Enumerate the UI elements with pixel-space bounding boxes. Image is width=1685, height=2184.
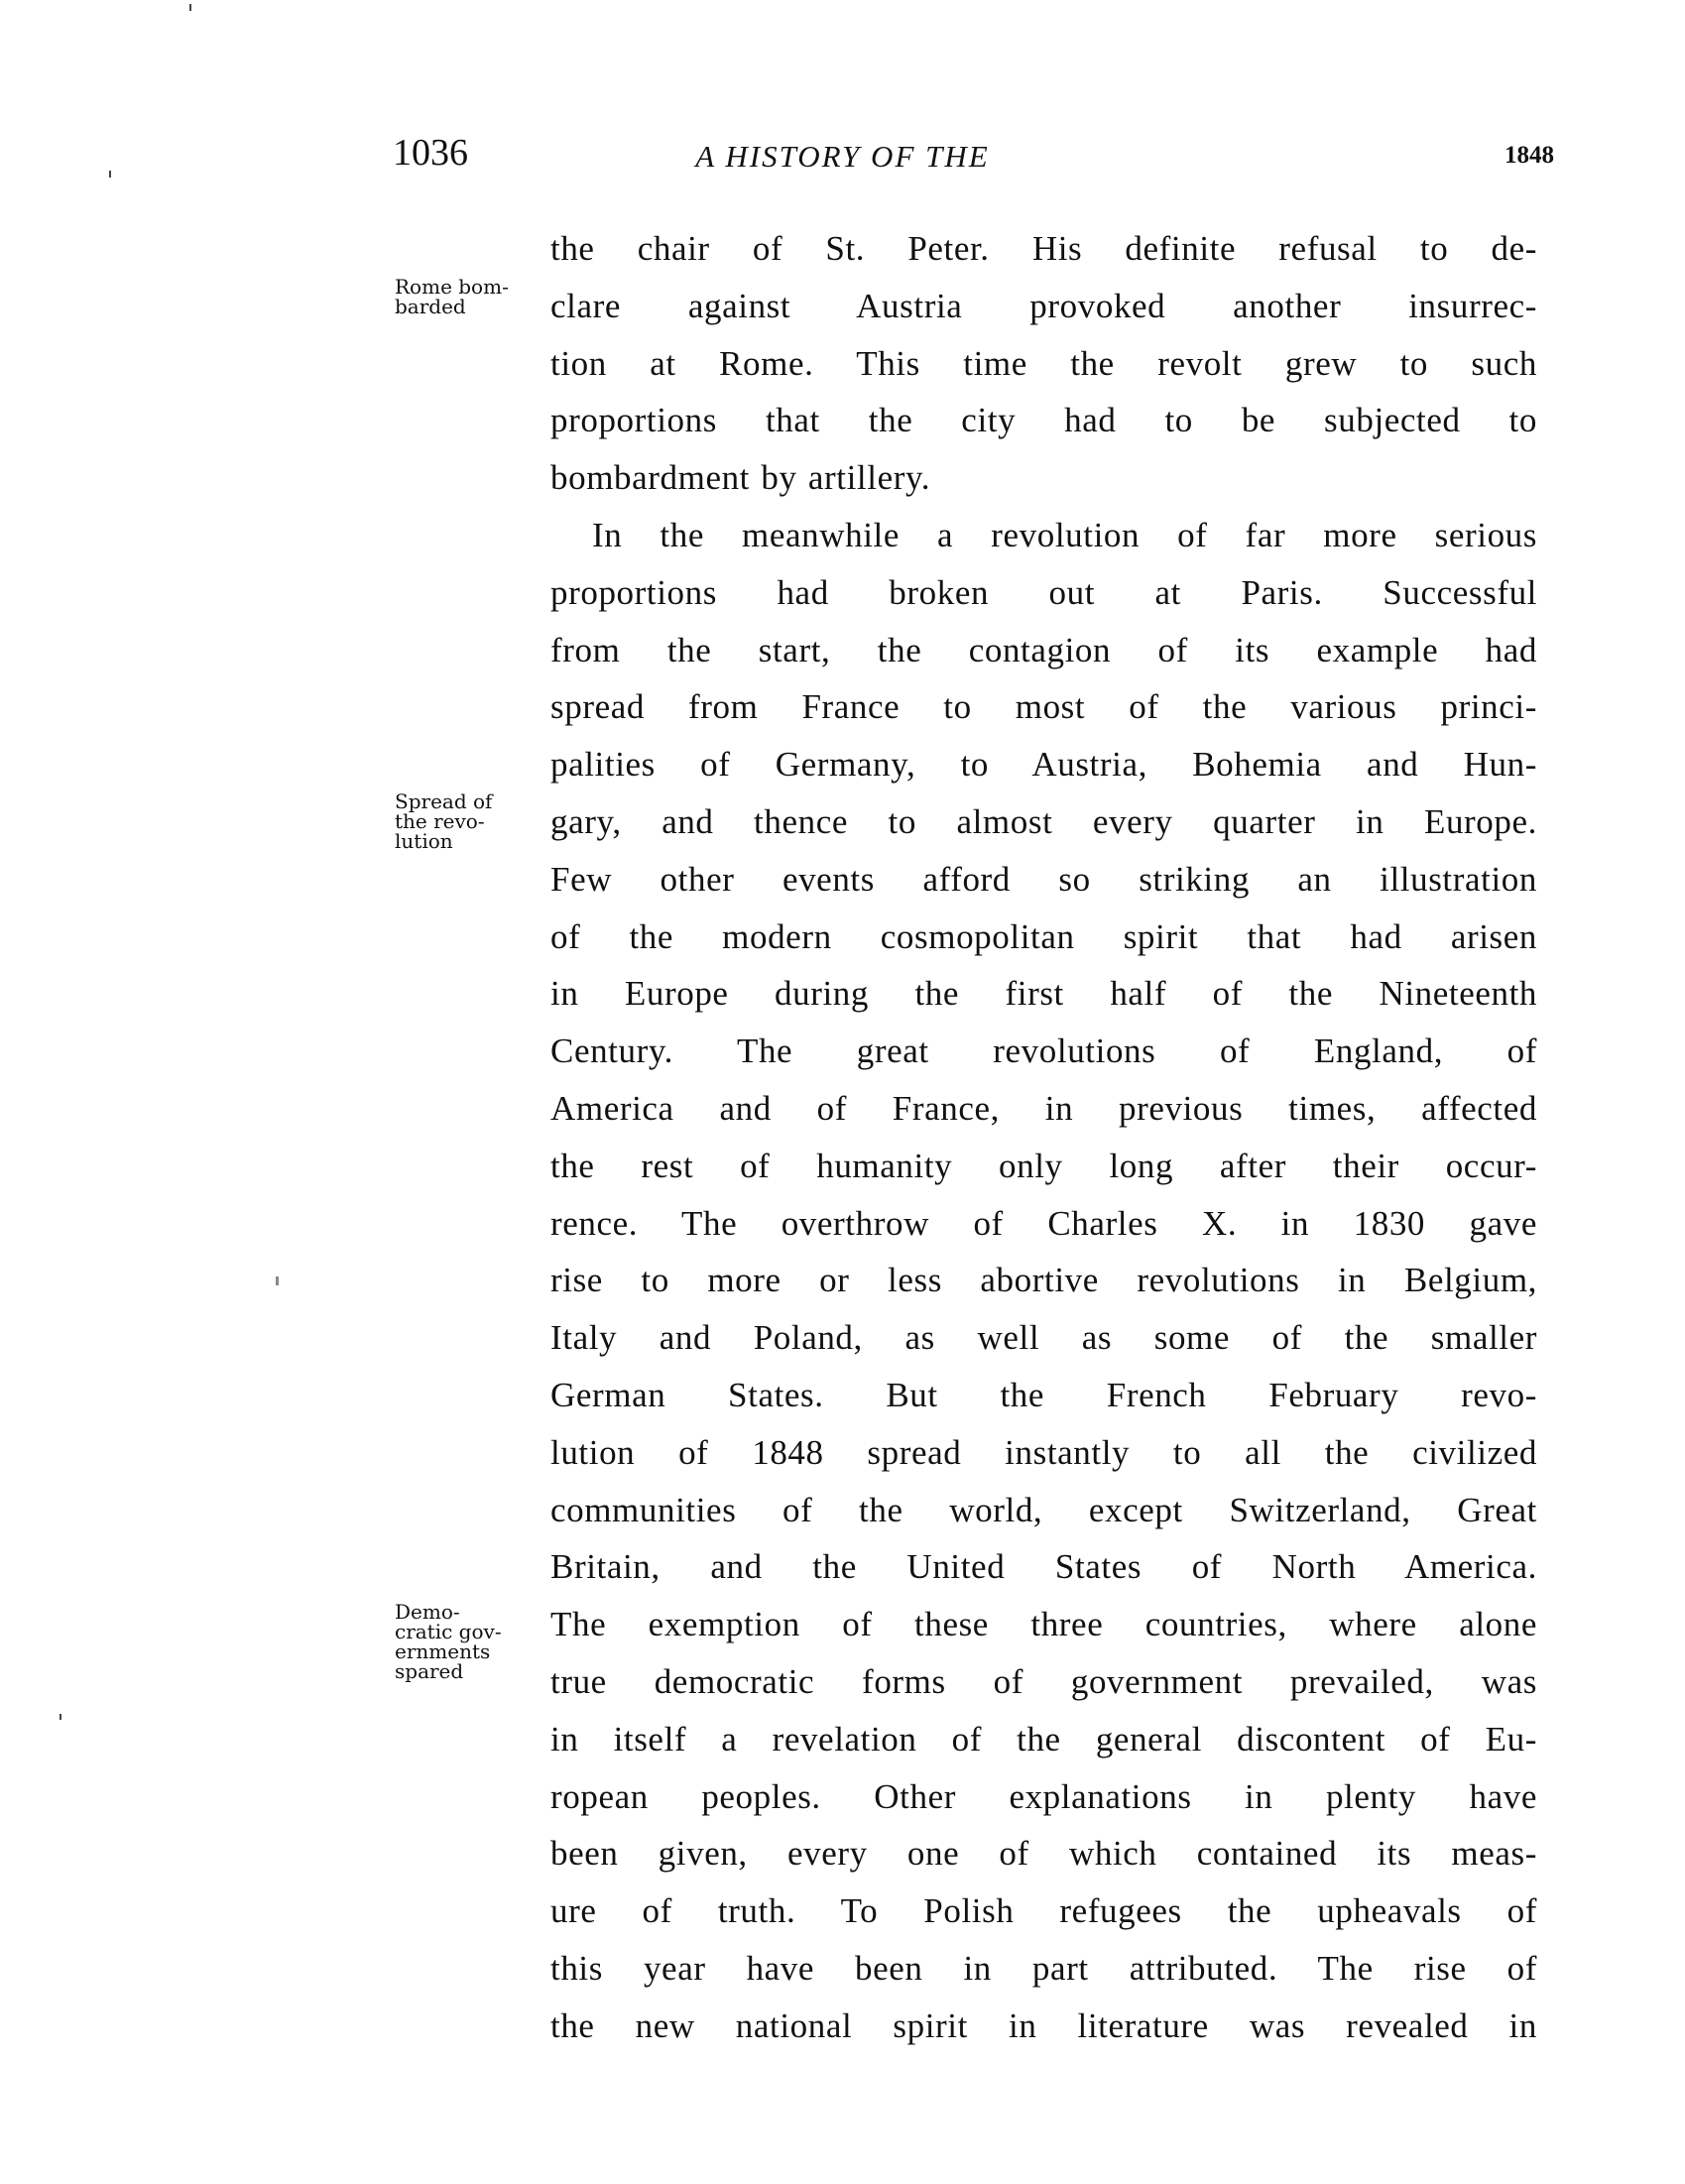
margin-note-rome-bombarded: [395, 277, 509, 316]
margin-note-line: ernments: [395, 1639, 491, 1663]
text-line: bombardment by artillery.: [550, 458, 931, 498]
text-line: the chair of St. Peter. His definite refusal to de-: [550, 229, 1537, 268]
text-line: Few other events afford so striking an illustration: [550, 859, 1537, 899]
page-number: 1036: [393, 132, 468, 174]
margin-note-line: Rome bom-: [395, 275, 509, 299]
page-year: 1848: [1504, 142, 1554, 169]
text-line: Italy and Poland, as well as some of the smaller: [550, 1318, 1537, 1358]
text-line: German States. But the French February revo-: [550, 1375, 1537, 1414]
body-text: [550, 220, 1537, 2055]
text-line: true democratic forms of government prevailed, was: [550, 1661, 1537, 1701]
text-line: Century. The great revolutions of England, of: [550, 1031, 1537, 1071]
text-line: proportions had broken out at Paris. Successful: [550, 572, 1537, 612]
text-line: rise to more or less abortive revolutions in Belgium,: [550, 1261, 1537, 1300]
text-line: lution of 1848 spread instantly to all the civilized: [550, 1432, 1537, 1472]
margin-note-line: spared: [395, 1659, 464, 1683]
text-line: tion at Rome. This time the revolt grew to such: [550, 343, 1537, 383]
running-title: A HISTORY OF THE: [695, 139, 990, 174]
margin-note-line: Demo-: [395, 1600, 460, 1624]
text-line: palities of Germany, to Austria, Bohemia and Hun-: [550, 745, 1537, 785]
margin-note-line: cratic gov-: [395, 1620, 502, 1643]
scan-speck: [60, 1714, 61, 1720]
text-line: this year have been in part attributed. The rise of: [550, 1948, 1537, 1988]
scan-speck: [109, 171, 111, 178]
margin-note-line: lution: [395, 829, 453, 853]
text-line: proportions that the city had to be subjected to: [550, 401, 1537, 440]
margin-note-democratic-governments-spared: [395, 1602, 502, 1681]
text-line: gary, and thence to almost every quarter in Europe.: [550, 801, 1537, 841]
text-line: been given, every one of which contained its meas-: [550, 1834, 1537, 1874]
text-line: in Europe during the first half of the Nineteenth: [550, 974, 1537, 1014]
text-line: in itself a revelation of the general discontent of Eu-: [550, 1719, 1537, 1759]
text-line: the rest of humanity only long after their occur-: [550, 1146, 1537, 1185]
text-line: spread from France to most of the various princi-: [550, 687, 1537, 727]
text-line: Britain, and the United States of North America.: [550, 1547, 1537, 1587]
text-line: In the meanwhile a revolution of far more serious: [592, 515, 1537, 554]
text-line: communities of the world, except Switzerland, Great: [550, 1490, 1537, 1529]
text-line: America and of France, in previous times, affected: [550, 1088, 1537, 1128]
text-line: rence. The overthrow of Charles X. in 1830 gave: [550, 1203, 1537, 1243]
text-line: the new national spirit in literature was revealed in: [550, 2005, 1537, 2045]
margin-note-spread-of-revolution: [395, 791, 492, 851]
text-line: ure of truth. To Polish refugees the upheavals of: [550, 1891, 1537, 1931]
margin-note-line: barded: [395, 295, 466, 318]
text-line: from the start, the contagion of its example had: [550, 630, 1537, 669]
text-line: of the modern cosmopolitan spirit that had arisen: [550, 916, 1537, 956]
margin-note-line: Spread of: [395, 789, 493, 813]
scan-speck: [189, 4, 191, 11]
text-line: ropean peoples. Other explanations in plenty have: [550, 1776, 1537, 1816]
scan-speck: [276, 1276, 279, 1285]
margin-note-line: the revo-: [395, 809, 485, 833]
text-line: The exemption of these three countries, where alone: [550, 1605, 1537, 1644]
text-line: clare against Austria provoked another insurrec-: [550, 286, 1537, 325]
